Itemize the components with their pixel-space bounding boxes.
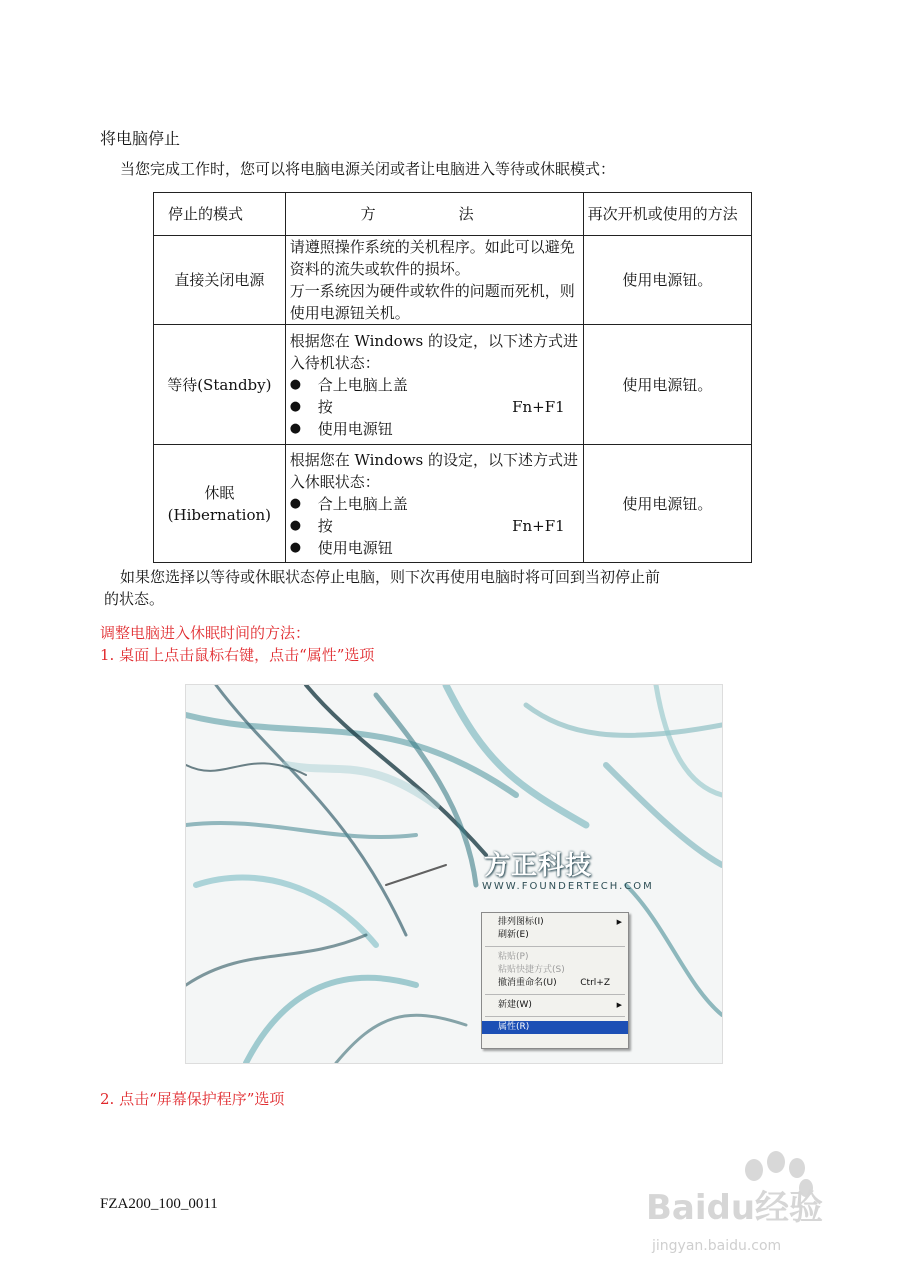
table-header-row <box>154 193 752 236</box>
table-row <box>154 236 752 325</box>
stop-modes-table <box>153 192 752 563</box>
restart-cell: 使用电源钮。 <box>583 445 751 563</box>
bullet-item <box>290 493 579 515</box>
founder-logo: 方正科技 <box>484 851 593 881</box>
bullet-dot-icon: ● <box>289 420 302 436</box>
submenu-arrow-icon: ▶ <box>616 918 622 926</box>
method-line: 万一系统因为硬件或软件的问题而死机，则使用电源钮关机。 <box>289 282 575 322</box>
baidu-watermark <box>642 1140 862 1270</box>
step-2: 2. 点击“屏幕保护程序”选项 <box>100 1090 285 1108</box>
step-1: 1. 桌面上点击鼠标右键，点击“属性”选项 <box>100 646 375 664</box>
table-row <box>154 445 752 563</box>
bullet-dot-icon: ● <box>289 495 302 511</box>
context-menu <box>481 912 629 1049</box>
bullet-dot-icon: ● <box>289 539 302 555</box>
intro-paragraph: 当您完成工作时，您可以将电脑电源关闭或者让电脑进入等待或休眠模式： <box>120 160 616 178</box>
method-cell <box>285 236 583 325</box>
table-row <box>154 325 752 445</box>
submenu-arrow-icon: ▶ <box>616 1001 622 1009</box>
menu-separator <box>485 994 625 995</box>
watermark-url: jingyan.baidu.com <box>652 1238 782 1254</box>
menu-accelerator: Ctrl+Z <box>580 978 610 988</box>
bullet-text: 合上电脑上盖 <box>317 375 408 394</box>
bullet-text: 按 <box>317 397 333 416</box>
method-line: 请遵照操作系统的关机程序。如此可以避免资料的流失或软件的损坏。 <box>289 238 575 278</box>
restart-cell: 使用电源钮。 <box>583 236 751 325</box>
menu-separator <box>485 1016 625 1017</box>
bullet-item <box>290 374 579 396</box>
bullet-text: 合上电脑上盖 <box>317 494 408 513</box>
menu-item-paste[interactable]: 粘贴(P) <box>498 952 529 962</box>
menu-item-paste-shortcut[interactable]: 粘贴快捷方式(S) <box>498 965 565 975</box>
mode-cell: 休眠(Hibernation) <box>154 445 286 563</box>
bullet-item <box>290 537 579 559</box>
red-section-title: 调整电脑进入休眠时间的方法： <box>100 624 311 642</box>
section-title: 将电脑停止 <box>100 129 181 148</box>
header-mode: 停止的模式 <box>154 193 286 236</box>
desktop-screenshot <box>185 684 723 1064</box>
footer-code: FZA200_100_0011 <box>100 1196 218 1212</box>
mode-cell: 等待(Standby) <box>154 325 286 445</box>
header-restart: 再次开机或使用的方法 <box>583 193 751 236</box>
menu-item-undo-rename[interactable]: 撤消重命名(U) Ctrl+Z <box>498 978 610 988</box>
bullet-key: Fn+F1 <box>512 516 565 535</box>
bullet-item <box>290 515 579 537</box>
conclusion-line: 的状态。 <box>104 590 165 608</box>
bullet-item <box>290 418 579 440</box>
method-cell <box>285 325 583 445</box>
bullet-text: 使用电源钮 <box>317 419 393 438</box>
conclusion-paragraph <box>104 566 820 610</box>
conclusion-line: 如果您选择以等待或休眠状态停止电脑，则下次再使用电脑时将可回到当初停止前 <box>120 568 661 586</box>
bullet-dot-icon: ● <box>289 517 302 533</box>
menu-item-arrange-icons[interactable]: 排列图标(I) ▶ <box>498 917 622 927</box>
menu-item-refresh[interactable]: 刷新(E) <box>498 930 529 940</box>
mode-cell: 直接关闭电源 <box>154 236 286 325</box>
bullet-text: 使用电源钮 <box>317 538 393 557</box>
bullet-item <box>290 396 579 418</box>
method-cell <box>285 445 583 563</box>
bullet-dot-icon: ● <box>289 376 302 392</box>
bullet-text: 按 <box>317 516 333 535</box>
bullet-key: Fn+F1 <box>512 397 565 416</box>
method-intro: 根据您在 Windows 的设定，以下述方式进入休眠状态： <box>289 450 579 491</box>
menu-separator <box>485 946 625 947</box>
founder-url: WWW.FOUNDERTECH.COM <box>482 881 654 892</box>
header-method: 方 法 <box>285 193 583 236</box>
wallpaper-streaks <box>186 685 722 1063</box>
restart-cell: 使用电源钮。 <box>583 325 751 445</box>
method-intro: 根据您在 Windows 的设定，以下述方式进入待机状态： <box>289 331 579 372</box>
watermark-brand: Baidu经验 <box>646 1188 824 1228</box>
menu-item-new[interactable]: 新建(W) ▶ <box>498 1000 622 1010</box>
menu-item-properties[interactable]: 属性(R) <box>482 1021 628 1034</box>
bullet-dot-icon: ● <box>289 398 302 414</box>
